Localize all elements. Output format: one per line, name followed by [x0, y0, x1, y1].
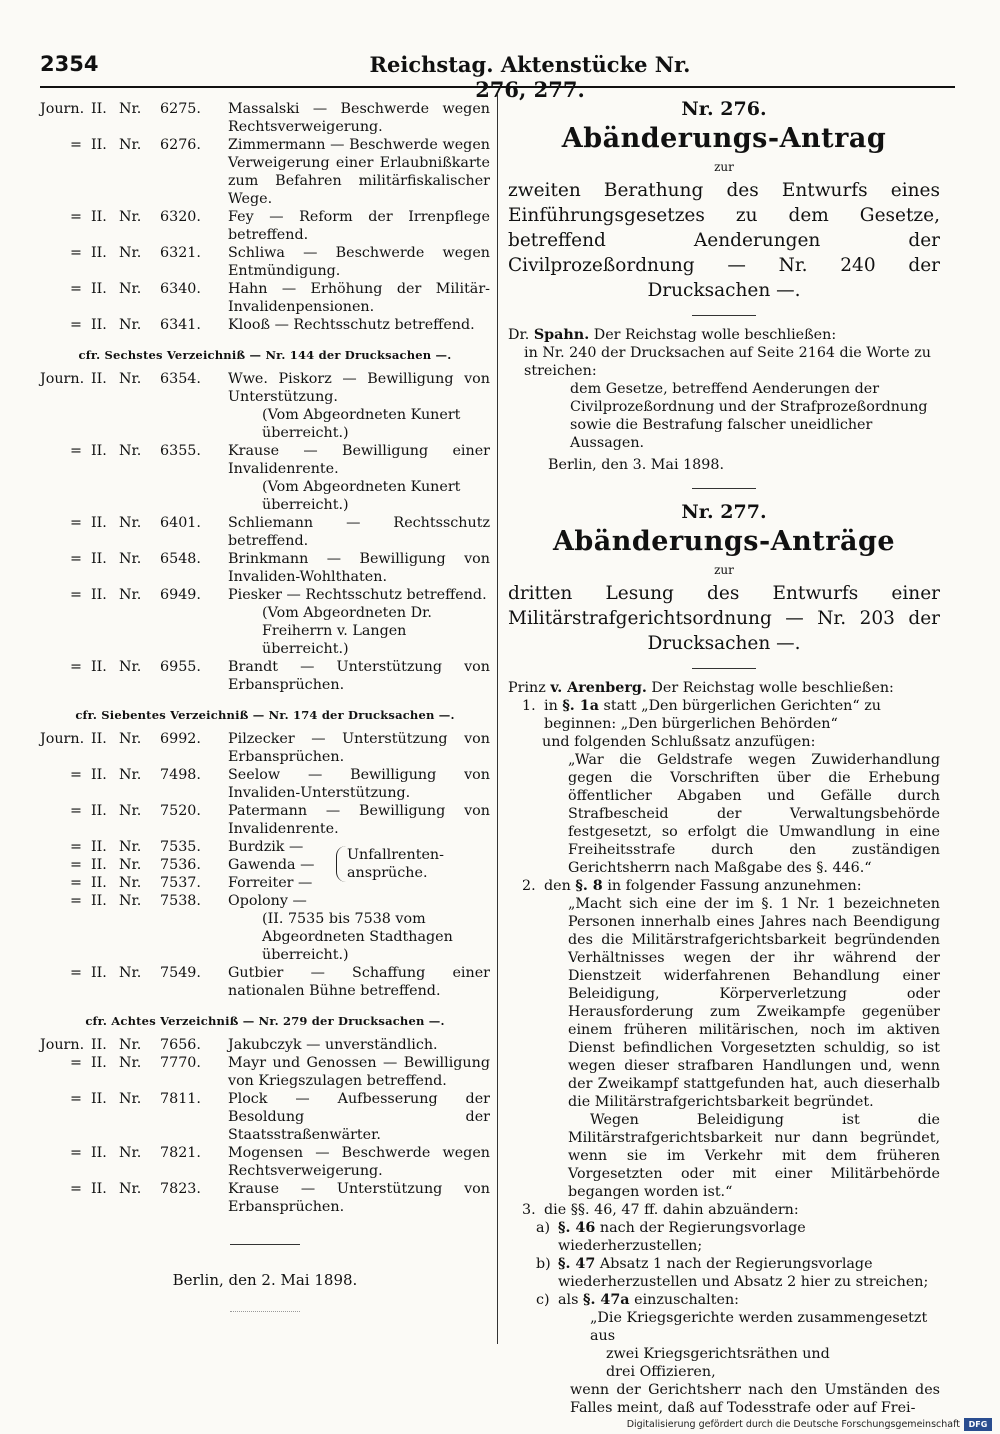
- page-number: 2354: [40, 52, 99, 76]
- entry-number: 6949.: [160, 587, 201, 603]
- petition-list-group-1: [40, 100, 490, 334]
- entry-number: 6320.: [160, 209, 201, 225]
- entry-number: 6354.: [160, 371, 201, 387]
- entry-section: II.: [91, 443, 107, 459]
- entry-prefix: =: [70, 515, 82, 531]
- petition-entry: [40, 280, 490, 316]
- entry-number: 6355.: [160, 443, 201, 459]
- quote-line: wenn der Gerichtsherr nach den Umständen des Falles meint, daß auf Todesstrafe oder auf Frei-: [570, 1382, 940, 1416]
- quote-text: „War die Geldstrafe wegen Zuwiderhandlung gegen die Vorschriften über die Erhebung öffentlicher Abgaben und Gefälle durch Strafbescheid der Verwaltungsbehörde festgesetzt, so erfolgt die Umwandlung in eine Freiheitsstrafe durch den zuständigen Gerichtsherrn nach Maßgabe des §. 446.“: [568, 752, 940, 876]
- entry-text: Jakubczyk — unverständlich.: [228, 1037, 438, 1053]
- petition-entry: [40, 550, 490, 586]
- entry-number: 6401.: [160, 515, 201, 531]
- amendment-item-2: [508, 877, 940, 895]
- entry-nr-label: Nr.: [119, 551, 142, 567]
- entry-prefix: =: [70, 245, 82, 261]
- entry-number: 7535.: [160, 839, 201, 855]
- item-text: als: [558, 1292, 579, 1308]
- motion-intro: Der Reichstag wolle beschließen:: [651, 680, 894, 696]
- left-column: [40, 100, 490, 1312]
- sub-item-letter: a): [536, 1220, 551, 1236]
- entry-nr-label: Nr.: [119, 371, 142, 387]
- entry-prefix: =: [70, 317, 82, 333]
- faint-rule: [230, 1311, 300, 1312]
- entry-number: 7536.: [160, 857, 201, 873]
- entry-nr-label: Nr.: [119, 1055, 142, 1071]
- entry-prefix: =: [70, 857, 82, 873]
- entry-prefix: =: [70, 587, 82, 603]
- item-text: statt „Den bürgerlichen Gerichten“ zu beginnen: „Den bürgerlichen Behörden“: [544, 698, 881, 732]
- entry-prefix: Journ.: [40, 101, 85, 117]
- item-text: in folgender Fassung anzunehmen:: [607, 878, 862, 894]
- bracket-note: (II. 7535 bis 7538 vom Abgeordneten Stadthagen überreicht.): [262, 911, 453, 963]
- separator-rule: [692, 488, 756, 489]
- entry-prefix: =: [70, 137, 82, 153]
- entry-section: II.: [91, 767, 107, 783]
- amendment-item-1: [508, 697, 940, 733]
- entry-nr-label: Nr.: [119, 875, 142, 891]
- entry-section: II.: [91, 857, 107, 873]
- page-header: [40, 52, 955, 102]
- motion-head: [508, 679, 940, 697]
- section-ref: §. 8: [575, 878, 603, 894]
- footer-credit: Digitalisierung gefördert durch die Deutsche Forschungsgemeinschaft: [626, 1419, 960, 1430]
- entry-text: Mogensen — Beschwerde wegen Rechtsverweigerung.: [228, 1145, 490, 1179]
- entry-text: Hahn — Erhöhung der Militär-Invalidenpensionen.: [228, 281, 490, 315]
- entry-number: 6276.: [160, 137, 201, 153]
- petition-entry: [40, 370, 490, 406]
- item-text: die §§. 46, 47 ff. dahin abzuändern:: [544, 1202, 799, 1218]
- bracketed-petition-group: [40, 838, 490, 964]
- entry-number: 6548.: [160, 551, 201, 567]
- item-number: 3.: [522, 1202, 536, 1218]
- entry-number: 7520.: [160, 803, 201, 819]
- petition-entry: [40, 136, 490, 208]
- entry-prefix: =: [70, 1055, 82, 1071]
- entry-text: Zimmermann — Beschwerde wegen Verweigerung einer Erlaubnißkarte zum Befahren militärfiskalischer Wege.: [228, 137, 490, 207]
- entry-nr-label: Nr.: [119, 1037, 142, 1053]
- entry-nr-label: Nr.: [119, 443, 142, 459]
- entry-section: II.: [91, 245, 107, 261]
- entry-prefix: =: [70, 1091, 82, 1107]
- entry-number: 6992.: [160, 731, 201, 747]
- entry-nr-label: Nr.: [119, 857, 142, 873]
- entry-prefix: =: [70, 551, 82, 567]
- footer: [0, 1417, 1000, 1434]
- entry-number: 7811.: [160, 1091, 201, 1107]
- entry-nr-label: Nr.: [119, 803, 142, 819]
- entry-prefix: =: [70, 1181, 82, 1197]
- entry-text: Krause — Bewilligung einer Invalidenrente.: [228, 443, 490, 477]
- entry-nr-label: Nr.: [119, 515, 142, 531]
- entry-prefix: =: [70, 281, 82, 297]
- entry-number: 7549.: [160, 965, 201, 981]
- petition-entry: [40, 1144, 490, 1180]
- entry-nr-label: Nr.: [119, 245, 142, 261]
- entry-note: (Vom Abgeordneten Dr. Freiherrn v. Langen überreicht.): [262, 605, 432, 657]
- entry-nr-label: Nr.: [119, 137, 142, 153]
- quote-line: drei Offizieren,: [606, 1364, 716, 1380]
- section-ref: §. 1a: [562, 698, 599, 714]
- doc-zur: zur: [714, 160, 734, 174]
- entry-nr-label: Nr.: [119, 965, 142, 981]
- item-text: und folgenden Schlußsatz anzufügen:: [542, 734, 816, 750]
- dfg-logo: DFG: [964, 1418, 992, 1431]
- entry-section: II.: [91, 137, 107, 153]
- entry-section: II.: [91, 965, 107, 981]
- section-ref: §. 47: [558, 1256, 596, 1272]
- entry-prefix: Journ.: [40, 1037, 85, 1053]
- item-number: 1.: [522, 698, 536, 714]
- entry-text: Plock — Aufbesserung der Besoldung der Staatsstraßenwärter.: [228, 1091, 490, 1143]
- item-text: einzuschalten:: [634, 1292, 739, 1308]
- sub-item-a: [508, 1219, 940, 1255]
- entry-nr-label: Nr.: [119, 767, 142, 783]
- entry-prefix: =: [70, 875, 82, 891]
- entry-prefix: Journ.: [40, 371, 85, 387]
- entry-prefix: =: [70, 893, 82, 909]
- amendment-item-3: [508, 1201, 940, 1219]
- item-text: den: [544, 878, 571, 894]
- entry-text: Forreiter —: [228, 875, 313, 891]
- entry-text: Mayr und Genossen — Bewilligung von Kriegszulagen betreffend.: [228, 1055, 490, 1089]
- entry-nr-label: Nr.: [119, 1091, 142, 1107]
- entry-text: Wwe. Piskorz — Bewilligung von Unterstützung.: [228, 371, 490, 405]
- quote-line: „Die Kriegsgerichte werden zusammengesetzt aus: [590, 1310, 928, 1344]
- separator-rule: [230, 1244, 300, 1245]
- petition-entry: [40, 244, 490, 280]
- entry-section: II.: [91, 1181, 107, 1197]
- entry-text: Gawenda —: [228, 857, 315, 873]
- entry-nr-label: Nr.: [119, 209, 142, 225]
- entry-text: Patermann — Bewilligung von Invalidenrente.: [228, 803, 490, 837]
- section-reference: cfr. Sechstes Verzeichniß — Nr. 144 der Drucksachen —.: [78, 348, 452, 362]
- entry-nr-label: Nr.: [119, 839, 142, 855]
- entry-nr-label: Nr.: [119, 659, 142, 675]
- petition-entry: [40, 964, 490, 1000]
- doc-subtitle: dritten Lesung des Entwurfs einer Militärstrafgerichtsordnung — Nr. 203 der Drucksachen —.: [508, 583, 940, 654]
- entry-section: II.: [91, 803, 107, 819]
- entry-number: 7498.: [160, 767, 201, 783]
- section-reference: cfr. Achtes Verzeichniß — Nr. 279 der Drucksachen —.: [85, 1014, 445, 1028]
- separator-rule: [692, 668, 756, 669]
- entry-text: Schliwa — Beschwerde wegen Entmündigung.: [228, 245, 490, 279]
- entry-nr-label: Nr.: [119, 281, 142, 297]
- document-276: [508, 100, 940, 474]
- entry-section: II.: [91, 209, 107, 225]
- mover-name: v. Arenberg.: [550, 680, 647, 696]
- petition-entry: [40, 892, 490, 910]
- entry-text: Seelow — Bewilligung von Invaliden-Unterstützung.: [228, 767, 490, 801]
- entry-prefix: =: [70, 443, 82, 459]
- entry-section: II.: [91, 1037, 107, 1053]
- section-reference: cfr. Siebentes Verzeichniß — Nr. 174 der Drucksachen —.: [75, 708, 455, 722]
- motion-intro: Der Reichstag wolle beschließen:: [593, 327, 837, 343]
- doc-title: Abänderungs-Antrag: [561, 123, 887, 154]
- doc-date: Berlin, den 3. Mai 1898.: [548, 457, 725, 473]
- entry-text: Schliemann — Rechtsschutz betreffend.: [228, 515, 490, 549]
- petition-entry: [40, 100, 490, 136]
- entry-section: II.: [91, 281, 107, 297]
- sub-item-b: [508, 1255, 940, 1291]
- petition-entry: [40, 442, 490, 478]
- entry-nr-label: Nr.: [119, 317, 142, 333]
- petition-entry: [40, 658, 490, 694]
- petition-entry: [40, 766, 490, 802]
- entry-number: 7823.: [160, 1181, 201, 1197]
- entry-number: 7821.: [160, 1145, 201, 1161]
- petition-list-group-3: [40, 730, 490, 838]
- header-rule: [40, 86, 955, 88]
- doc-number: Nr. 276.: [681, 98, 767, 120]
- doc-title: Abänderungs-Anträge: [552, 526, 896, 557]
- quoted-words: dem Gesetze, betreffend Aenderungen der Civilprozeßordnung und der Strafprozeßordnung sowie die Bestrafung falscher uneidlicher Aussagen.: [570, 381, 928, 451]
- entry-number: 6955.: [160, 659, 201, 675]
- petition-entry: [40, 208, 490, 244]
- entry-text: Brandt — Unterstützung von Erbansprüchen.: [228, 659, 490, 693]
- entry-nr-label: Nr.: [119, 731, 142, 747]
- entry-number: 6321.: [160, 245, 201, 261]
- entry-note: (Vom Abgeordneten Kunert überreicht.): [262, 407, 461, 441]
- motion-line: in Nr. 240 der Drucksachen auf Seite 2164 die Worte zu streichen:: [524, 345, 931, 379]
- entry-number: 6341.: [160, 317, 201, 333]
- entry-nr-label: Nr.: [119, 893, 142, 909]
- entry-section: II.: [91, 1091, 107, 1107]
- separator-rule: [692, 315, 756, 316]
- bracket-label: Unfallrenten-ansprüche.: [336, 846, 457, 882]
- entry-section: II.: [91, 101, 107, 117]
- mover-name: Spahn.: [533, 327, 590, 343]
- petition-entry: [40, 586, 490, 604]
- entry-section: II.: [91, 875, 107, 891]
- entry-text: Pilzecker — Unterstützung von Erbansprüchen.: [228, 731, 490, 765]
- petition-entry: [40, 802, 490, 838]
- quoted-paragraph: [568, 751, 940, 877]
- item-text: nach der Regierungsvorlage wiederherzustellen;: [558, 1220, 806, 1254]
- entry-nr-label: Nr.: [119, 587, 142, 603]
- entry-prefix: =: [70, 839, 82, 855]
- sub-item-letter: c): [536, 1292, 550, 1308]
- entry-prefix: =: [70, 209, 82, 225]
- entry-section: II.: [91, 551, 107, 567]
- entry-text: Fey — Reform der Irrenpflege betreffend.: [228, 209, 490, 243]
- entry-nr-label: Nr.: [119, 1145, 142, 1161]
- quoted-paragraph: [568, 895, 940, 1201]
- doc-number: Nr. 277.: [681, 501, 767, 523]
- section-ref: §. 46: [558, 1220, 596, 1236]
- entry-text: Brinkmann — Bewilligung von Invaliden-Wohlthaten.: [228, 551, 490, 585]
- doc-zur: zur: [714, 563, 734, 577]
- column-divider: [497, 94, 498, 1344]
- entry-section: II.: [91, 515, 107, 531]
- entry-number: 7770.: [160, 1055, 201, 1071]
- petition-entry: [40, 730, 490, 766]
- petition-list-group-2: [40, 370, 490, 694]
- entry-text: Opolony —: [228, 893, 307, 909]
- entry-number: 6275.: [160, 101, 201, 117]
- entry-prefix: =: [70, 1145, 82, 1161]
- petition-entry: [40, 514, 490, 550]
- entry-nr-label: Nr.: [119, 101, 142, 117]
- entry-prefix: Journ.: [40, 731, 85, 747]
- petition-entry: [40, 1180, 490, 1216]
- quote-line: zwei Kriegsgerichtsräthen und: [606, 1346, 830, 1362]
- quote-text: Wegen Beleidigung ist die Militärstrafgerichtsbarkeit nur dann begründet, wenn sie im Verkehr mit dem früheren Vorgesetzten oder mit einer Militärbehörde begangen worden ist.“: [568, 1112, 940, 1200]
- petition-entry: [40, 1054, 490, 1090]
- petition-list-group-4: [40, 1036, 490, 1216]
- entry-section: II.: [91, 659, 107, 675]
- entry-section: II.: [91, 1145, 107, 1161]
- doc-subtitle: zweiten Berathung des Entwurfs eines Einführungsgesetzes zu dem Gesetze, betreffend Aenderungen der Civilprozeßordnung — Nr. 240 der Drucksachen —.: [508, 180, 940, 301]
- item-text: in: [544, 698, 558, 714]
- entry-prefix: =: [70, 767, 82, 783]
- entry-number: 7537.: [160, 875, 201, 891]
- petition-entry: [40, 316, 490, 334]
- entry-section: II.: [91, 839, 107, 855]
- entry-section: II.: [91, 1055, 107, 1071]
- entry-number: 7538.: [160, 893, 201, 909]
- entry-text: Gutbier — Schaffung einer nationalen Bühne betreffend.: [228, 965, 490, 999]
- entry-number: 6340.: [160, 281, 201, 297]
- motion-head: [508, 326, 940, 344]
- entry-section: II.: [91, 317, 107, 333]
- entry-text: Piesker — Rechtsschutz betreffend.: [228, 587, 487, 603]
- item-number: 2.: [522, 878, 536, 894]
- sub-item-c: [508, 1291, 940, 1309]
- entry-section: II.: [91, 587, 107, 603]
- entry-text: Krause — Unterstützung von Erbansprüchen.: [228, 1181, 490, 1215]
- entry-text: Klooß — Rechtsschutz betreffend.: [228, 317, 475, 333]
- quote-text: „Macht sich eine der im §. 1 Nr. 1 bezeichneten Personen innerhalb eines Jahres nach Beendigung des die Militärstrafgerichtsbarkeit begründenden Verhältnisses wegen der ihr während der Dienstzeit widerfahrenen Behandlung einer Beleidigung, Körperverletzung oder Herausforderung zum Zweikampfe gegenüber einem früheren militärischen, noch im aktiven Dienst befindlichen Vorgesetzten schuldig, so ist wegen dieser strafbaren Handlungen und, wenn der Zweikampf stattgefunden hat, auch dieserhalb die Militärstrafgerichtsbarkeit begründet.: [568, 896, 940, 1110]
- left-date-line: Berlin, den 2. Mai 1898.: [172, 1271, 358, 1289]
- document-277: [508, 503, 940, 1417]
- entry-section: II.: [91, 371, 107, 387]
- entry-prefix: =: [70, 659, 82, 675]
- mover-prefix: Dr.: [508, 327, 530, 343]
- entry-section: II.: [91, 731, 107, 747]
- petition-list-group-3b: [40, 964, 490, 1000]
- entry-prefix: =: [70, 803, 82, 819]
- petition-entry: [40, 1036, 490, 1054]
- running-head: Reichstag. Aktenstücke Nr. 276, 277.: [369, 52, 691, 102]
- mover-prefix: Prinz: [508, 680, 546, 696]
- entry-text: Burdzik —: [228, 839, 304, 855]
- section-ref: §. 47a: [582, 1292, 630, 1308]
- entry-nr-label: Nr.: [119, 1181, 142, 1197]
- sub-item-letter: b): [536, 1256, 551, 1272]
- entry-prefix: =: [70, 965, 82, 981]
- entry-number: 7656.: [160, 1037, 201, 1053]
- entry-text: Massalski — Beschwerde wegen Rechtsverweigerung.: [228, 101, 490, 135]
- petition-entry: [40, 1090, 490, 1144]
- right-column: [508, 100, 940, 1417]
- entry-section: II.: [91, 893, 107, 909]
- entry-note: (Vom Abgeordneten Kunert überreicht.): [262, 479, 461, 513]
- item-text: Absatz 1 nach der Regierungsvorlage wiederherzustellen und Absatz 2 hier zu streichen;: [558, 1256, 929, 1290]
